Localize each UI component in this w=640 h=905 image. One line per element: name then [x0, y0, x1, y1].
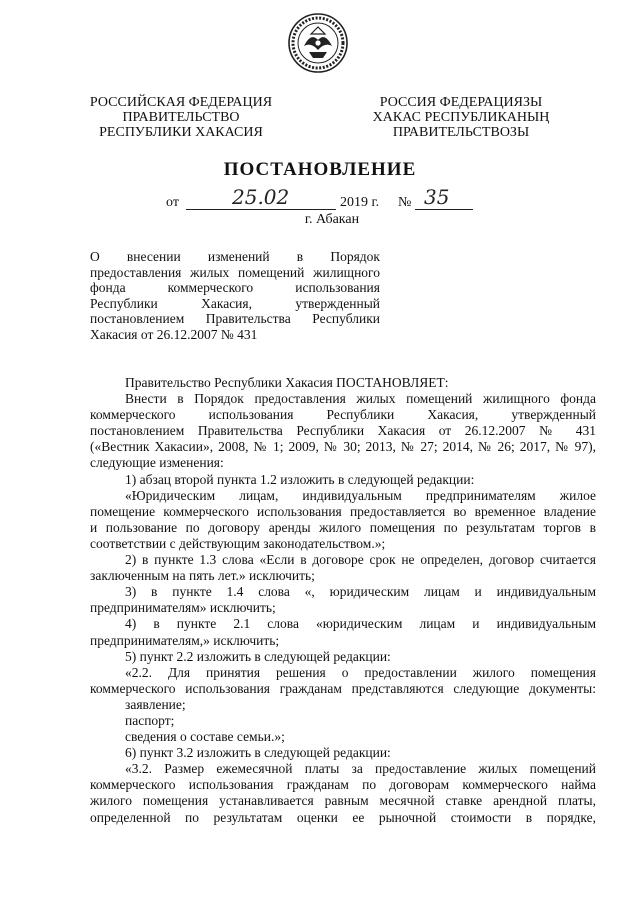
subject-line: постановлением Правительства Республики: [90, 311, 380, 326]
body-text: [90, 375, 596, 826]
date-underline: [186, 209, 336, 210]
header-right-line: ХАКАС РЕСПУБЛИКАНЫҢ: [372, 110, 550, 125]
body-line: коммерческого использования гражданам представляются следующие документы:: [90, 680, 596, 696]
body-line: помещение коммерческого использования предоставляется во временное владение: [90, 503, 596, 519]
body-line: 5) пункт 2.2 изложить в следующей редакции:: [125, 648, 391, 664]
year-label: 2019 г.: [340, 195, 380, 210]
coat-of-arms-emblem: [287, 12, 349, 74]
body-line: сведения о составе семьи.»;: [125, 729, 285, 745]
body-line: Внести в Порядок предоставления жилых помещений жилищного фонда: [125, 391, 596, 407]
body-line: «3.2. Размер ежемесячной платы за предоставление жилых помещений: [125, 761, 596, 777]
body-line: жилого помещения устанавливается равным месячной ставке арендной платы,: [90, 793, 596, 809]
number-label: №: [398, 195, 412, 210]
body-line: постановлением Правительства Республики Хакасия от 26.12.2007 № 431: [90, 423, 596, 439]
subject-line: предоставления жилых помещений жилищного: [90, 264, 380, 280]
body-line: заявление;: [125, 696, 186, 712]
body-line: заключенным на пять лет.» исключить;: [90, 568, 315, 584]
subject-block: [90, 249, 380, 342]
body-line: 1) абзац второй пункта 1.2 изложить в следующей редакции:: [125, 471, 475, 487]
body-line: соответствии с действующим законодательством.»;: [90, 535, 386, 551]
body-line: и пользование по договору аренды жилого помещения по результатам торгов в: [90, 519, 596, 535]
handwritten-date: 25.02: [232, 185, 290, 209]
header-right-line: РОССИЯ ФЕДЕРАЦИЯЗЫ: [379, 95, 543, 110]
subject-line: О внесении изменений в Порядок: [90, 249, 380, 264]
body-line: «2.2. Для принятия решения о предоставлении жилого помещения: [125, 664, 596, 680]
body-line: Правительство Республики Хакасия ПОСТАНОВЛЯЕТ:: [125, 375, 449, 390]
body-line: 6) пункт 3.2 изложить в следующей редакции:: [125, 745, 391, 761]
body-line: («Вестник Хакасии», 2008, № 1; 2009, № 30; 2013, № 27; 2014, № 26; 2017, № 97),: [90, 439, 596, 455]
body-line: 3) в пункте 1.4 слова «, юридическим лицам и индивидуальным: [125, 584, 596, 600]
date-from-label: от: [166, 195, 179, 210]
body-line: «Юридическим лицам, индивидуальным предпринимателям жилое: [125, 487, 596, 503]
body-line: определенной по результатам оценки ее рыночной стоимости в порядке,: [90, 809, 596, 825]
header-left-block: [88, 95, 274, 140]
body-line: предпринимателям» исключить;: [90, 600, 276, 616]
body-line: следующие изменения:: [90, 455, 224, 471]
subject-line: Хакасия от 26.12.2007 № 431: [90, 326, 258, 342]
handwritten-number: 35: [424, 185, 450, 209]
header-left-line: ПРАВИТЕЛЬСТВО: [122, 110, 240, 125]
body-line: 2) в пункте 1.3 слова «Если в договоре срок не определен, договор считается: [125, 552, 596, 568]
header-left-line: РОССИЙСКАЯ ФЕДЕРАЦИЯ: [89, 95, 273, 110]
body-line: паспорт;: [125, 712, 175, 728]
header-left-line: РЕСПУБЛИКИ ХАКАСИЯ: [99, 125, 263, 140]
subject-line: Республики Хакасия, утвержденный: [90, 295, 380, 311]
city-label: г. Абакан: [304, 212, 360, 227]
number-underline: [415, 209, 473, 210]
header-right-block: [368, 95, 554, 140]
header-right-line: ПРАВИТЕЛЬСТВОЗЫ: [392, 125, 530, 140]
document-title: ПОСТАНОВЛЕНИЕ: [223, 159, 417, 180]
body-line: предпринимателям,» исключить;: [90, 632, 280, 648]
subject-line: фонда коммерческого использования: [90, 280, 380, 295]
body-line: 4) в пункте 2.1 слова «юридическим лицам и индивидуальным: [125, 616, 596, 632]
body-line: коммерческого использования гражданам по договорам коммерческого найма: [90, 777, 596, 793]
body-line: коммерческого использования Республики Хакасия, утвержденный: [90, 407, 596, 423]
